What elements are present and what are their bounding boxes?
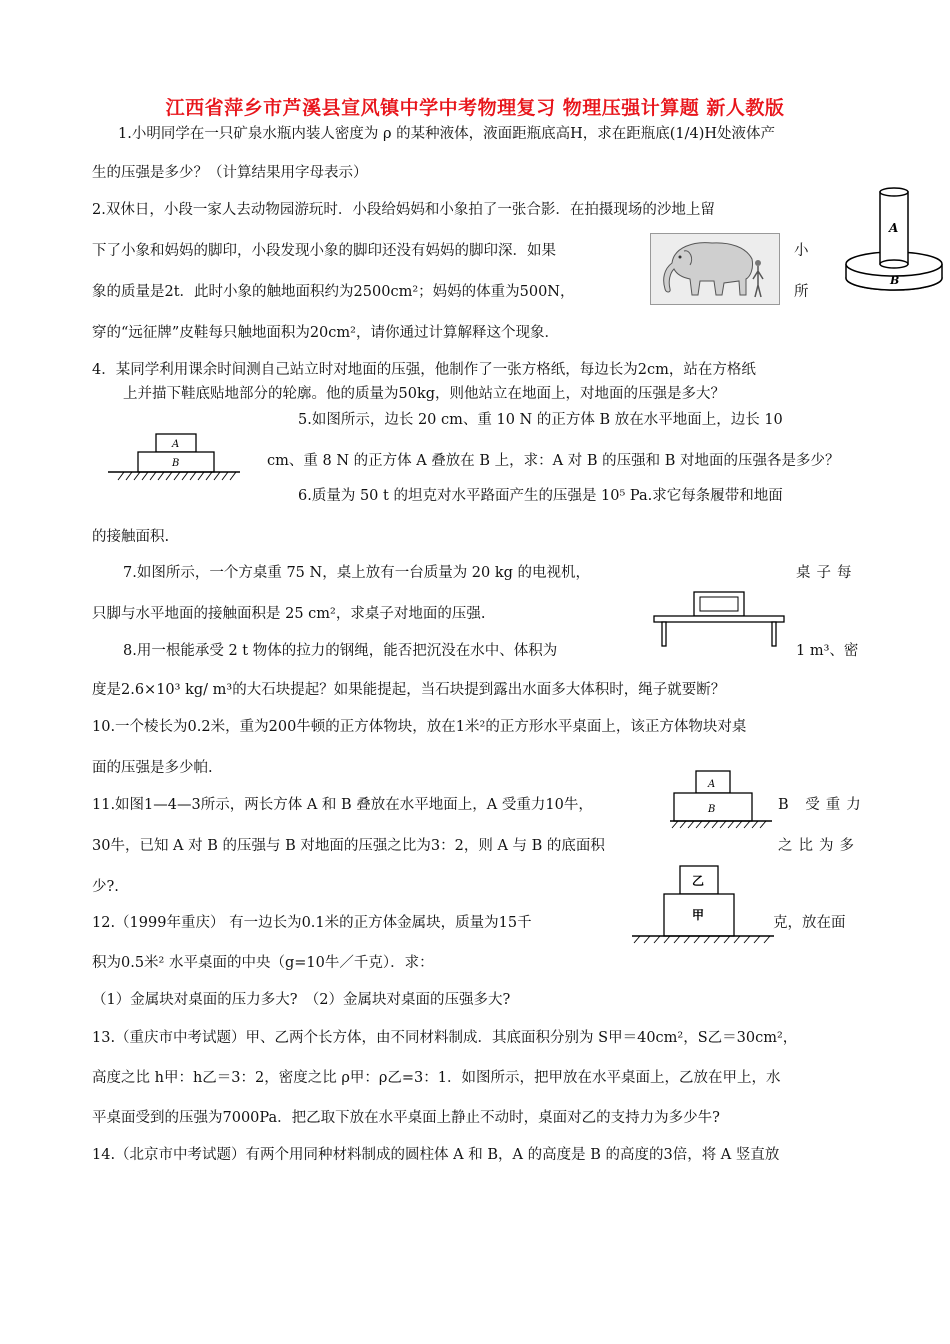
q12-line2: 积为0.5米² 水平桌面的中央（g=10牛／千克）．求： (92, 955, 434, 971)
q5-label-a: A (172, 439, 180, 450)
q7-line1: 7.如图所示，一个方桌重 75 N，桌上放有一台质量为 20 kg 的电视机， (123, 565, 591, 581)
cylinder-on-disc-figure (838, 180, 950, 295)
q8-line1: 8.用一根能承受 2 t 物体的拉力的钢绳，能否把沉没在水中、体积为 (123, 643, 558, 659)
q12-line1: 12.（1999年重庆） 有一边长为0.1米的正方体金属块，质量为15千 (92, 915, 532, 931)
q12-line1-end: 克，放在面 (773, 915, 846, 931)
q11-blocks-figure (668, 768, 774, 830)
q1-line2: 生的压强是多少？（计算结果用字母表示） (92, 165, 368, 181)
q10-line2: 面的压强是多少帕. (92, 760, 213, 776)
q2-line1: 2.双休日，小段一家人去动物园游玩时．小段给妈妈和小象拍了一张合影．在拍摄现场的沙地上留 (92, 202, 715, 218)
elephant-photo (650, 233, 780, 305)
q13-line3: 平桌面受到的压强为7000Pa．把乙取下放在水平桌面上静止不动时，桌面对乙的支持力为多少牛? (92, 1110, 720, 1126)
q14-line1: 14.（北京市中考试题）有两个用同种材料制成的圆柱体 A 和 B，A 的高度是 B 的高度的3倍，将 A 竖直放 (92, 1147, 780, 1163)
q8-line2: 度是2.6×10³ kg/ m³的大石块提起？如果能提起，当石块提到露出水面多大体积时，绳子就要断？ (92, 682, 726, 698)
q13-line1: 13.（重庆市中考试题）甲、乙两个长方体，由不同材料制成．其底面积分别为 S甲＝40cm²，S乙＝30cm²， (92, 1030, 798, 1046)
q6-line1: 6.质量为 50 t 的坦克对水平路面产生的压强是 10⁵ Pa.求它每条履带和地面 (298, 488, 783, 504)
q7-line1-end: 桌子每 (796, 565, 858, 581)
q5-label-b: B (172, 458, 180, 469)
q12-line3: （1）金属块对桌面的压力多大? （2）金属块对桌面的压强多大? (92, 992, 511, 1008)
q2-line3: 象的质量是2t．此时小象的触地面积约为2500cm²；妈妈的体重为500N， (92, 284, 575, 300)
q5-blocks-figure (104, 432, 244, 488)
disc-label-b: B (890, 274, 900, 287)
cylinder-label-a: A (889, 221, 899, 235)
q1-line1: 1.小明同学在一只矿泉水瓶内装人密度为 ρ 的某种液体，液面距瓶底高H，求在距瓶底(1/4)H处液体产 (118, 126, 776, 142)
q6-line2: 的接触面积. (92, 529, 170, 545)
page-title: 江西省萍乡市芦溪县宣风镇中学中考物理复习 物理压强计算题 新人教版 (165, 97, 785, 119)
q7-line2: 只脚与水平地面的接触面积是 25 cm²，求桌子对地面的压强. (92, 606, 486, 622)
q5-line2: cm、重 8 N 的正方体 A 叠放在 B 上，求：A 对 B 的压强和 B 对地面的压强各是多少？ (267, 453, 840, 469)
q4-line1: 4．某同学利用课余时间测自己站立时对地面的压强，他制作了一张方格纸，每边长为2cm，站在方格纸 (92, 362, 756, 378)
q13-blocks-figure (630, 862, 776, 944)
q2-line2: 下了小象和妈妈的脚印，小段发现小象的脚印还没有妈妈的脚印深．如果 (92, 243, 556, 259)
q11-line2-end: 之比为多 (778, 838, 860, 854)
q11-line3: 少?. (92, 879, 119, 895)
q2-line2-end: 小 (794, 243, 809, 259)
q11-line1: 11.如图1—4—3所示，两长方体 A 和 B 叠放在水平地面上，A 受重力10牛， (92, 797, 593, 813)
q11-line2: 30牛，已知 A 对 B 的压强与 B 对地面的压强之比为3：2，则 A 与 B 的底面积 (92, 838, 605, 854)
q11-label-b: B (708, 804, 716, 815)
q2-line3-end: 所 (794, 284, 809, 300)
q13-label-jia: 甲 (692, 908, 705, 922)
q11-line1-end: B 受重力 (778, 797, 867, 813)
q13-line2: 高度之比 h甲：h乙＝3：2，密度之比 ρ甲：ρ乙=3：1．如图所示，把甲放在水平桌面上，乙放在甲上，水 (92, 1070, 781, 1086)
q10-line1: 10.一个棱长为0.2米，重为200牛顿的正方体物块，放在1米²的正方形水平桌面上，该正方体物块对桌 (92, 719, 747, 735)
q8-line1-end: 1 m³、密 (796, 643, 859, 659)
q7-table-tv-figure (650, 590, 790, 648)
q11-label-a: A (708, 779, 716, 790)
q2-line4: 穿的“远征牌”皮鞋每只触地面积为20cm²，请你通过计算解释这个现象． (92, 325, 559, 341)
q4-line2: 上并描下鞋底贴地部分的轮廓。他的质量为50kg，则他站立在地面上，对地面的压强是多大？ (123, 386, 726, 402)
q5-line1: 5.如图所示，边长 20 cm、重 10 N 的正方体 B 放在水平地面上，边长 10 (298, 412, 783, 428)
q13-label-yi: 乙 (692, 874, 705, 888)
